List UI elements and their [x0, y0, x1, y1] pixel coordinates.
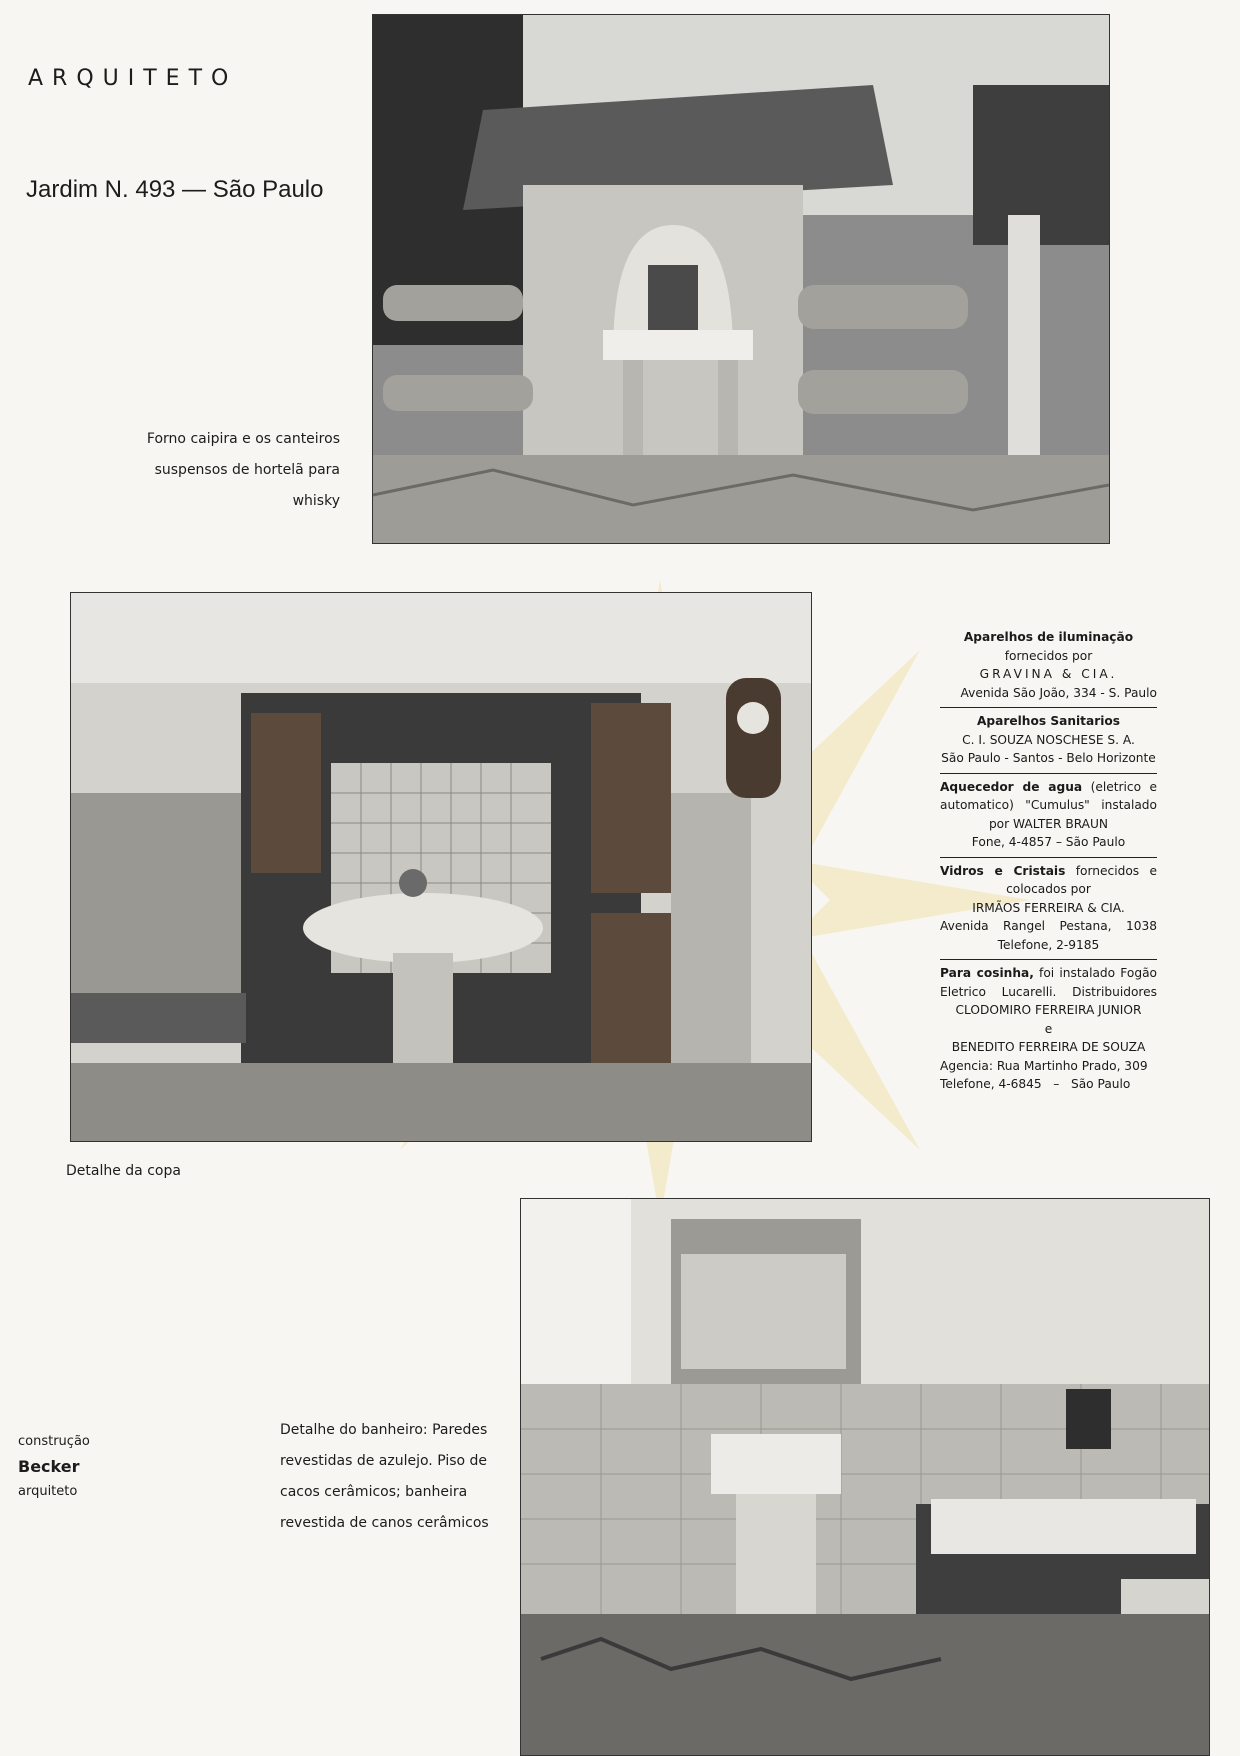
- kitchen-conj: e: [1044, 1021, 1053, 1036]
- glass-company: IRMÃOS FERREIRA & CIA.: [972, 900, 1125, 915]
- page-title: ARQUITETO: [28, 66, 238, 91]
- supplier-heater: [940, 774, 1157, 858]
- credits-name: Becker: [18, 1457, 80, 1476]
- lighting-line: fornecidos por: [1004, 648, 1093, 663]
- kitchen-agency: Agencia: Rua Martinho Prado, 309: [940, 1058, 1148, 1073]
- lighting-title: Aparelhos de iluminação: [963, 630, 1134, 644]
- kitchen-line-1: [940, 964, 1157, 983]
- photo-bathroom: [520, 1198, 1210, 1756]
- caption-oven-line-2: suspensos de hortelã para: [154, 462, 340, 478]
- glass-phone: Telefone, 2-9185: [997, 937, 1100, 952]
- oven-illustration: [373, 15, 1109, 543]
- supplier-sanitary: [940, 708, 1157, 774]
- lighting-address: Avenida São João, 334 - S. Paulo: [960, 685, 1157, 700]
- caption-oven-line-1: Forno caipira e os canteiros: [146, 431, 340, 447]
- credits-label: construção: [18, 1434, 90, 1449]
- caption-bathroom: [280, 1415, 510, 1539]
- photo-garden-oven: [372, 14, 1110, 544]
- kitchen-line-1-text: foi instalado Fogão: [1039, 966, 1157, 980]
- caption-bathroom-line-4: revestida de canos cerâmicos: [280, 1515, 489, 1531]
- page-subtitle: Jardim N. 493 — São Paulo: [26, 176, 324, 203]
- supplier-list: [940, 624, 1157, 1099]
- caption-oven-line-3: whisky: [292, 493, 340, 509]
- sanitary-cities: São Paulo - Santos - Belo Horizonte: [941, 751, 1156, 765]
- glass-line-1: [940, 862, 1157, 881]
- caption-bathroom-line-2: revestidas de azulejo. Piso de: [280, 1453, 488, 1469]
- credits: [18, 1432, 90, 1502]
- supplier-kitchen: [940, 960, 1157, 1099]
- supplier-glass: [940, 858, 1157, 961]
- kitchen-line-2: Eletrico Lucarelli. Distribuidores: [940, 984, 1157, 999]
- sanitary-title: Aparelhos Sanitarios: [976, 714, 1121, 728]
- glass-line-2: colocados por: [1006, 882, 1091, 896]
- kitchen-title: Para cosinha,: [940, 966, 1034, 980]
- caption-bathroom-line-3: cacos cerâmicos; banheira: [280, 1484, 468, 1500]
- caption-oven: [120, 424, 340, 517]
- glass-line-1-text: fornecidos e: [1075, 863, 1157, 878]
- heater-line-3: por WALTER BRAUN: [988, 816, 1109, 831]
- caption-bathroom-line-1: Detalhe do banheiro: Paredes: [280, 1422, 488, 1438]
- heater-phone: Fone, 4-4857 – São Paulo: [971, 835, 1126, 849]
- kitchen-phone: Telefone, 4-6845 – São Paulo: [940, 1077, 1131, 1091]
- glass-address: Avenida Rangel Pestana, 1038: [940, 919, 1157, 933]
- supplier-lighting: [940, 624, 1157, 708]
- caption-pantry: Detalhe da copa: [66, 1163, 181, 1179]
- glass-title: Vidros e Cristais: [940, 863, 1066, 878]
- kitchen-dist-2: BENEDITO FERREIRA DE SOUZA: [951, 1040, 1146, 1054]
- sanitary-company: C. I. SOUZA NOSCHESE S. A.: [962, 732, 1135, 747]
- bathroom-illustration: [521, 1199, 1209, 1755]
- heater-line-1-text: (eletrico e: [1090, 779, 1157, 794]
- heater-line-2: automatico) "Cumulus" instalado: [940, 798, 1157, 812]
- heater-line-1: [940, 778, 1157, 797]
- pantry-illustration: [71, 593, 811, 1141]
- heater-title: Aquecedor de agua: [940, 779, 1083, 794]
- credits-role: arquiteto: [18, 1484, 78, 1499]
- lighting-company: GRAVINA & CIA.: [979, 667, 1118, 681]
- photo-pantry: [70, 592, 812, 1142]
- kitchen-dist-1: CLODOMIRO FERREIRA JUNIOR: [955, 1003, 1142, 1017]
